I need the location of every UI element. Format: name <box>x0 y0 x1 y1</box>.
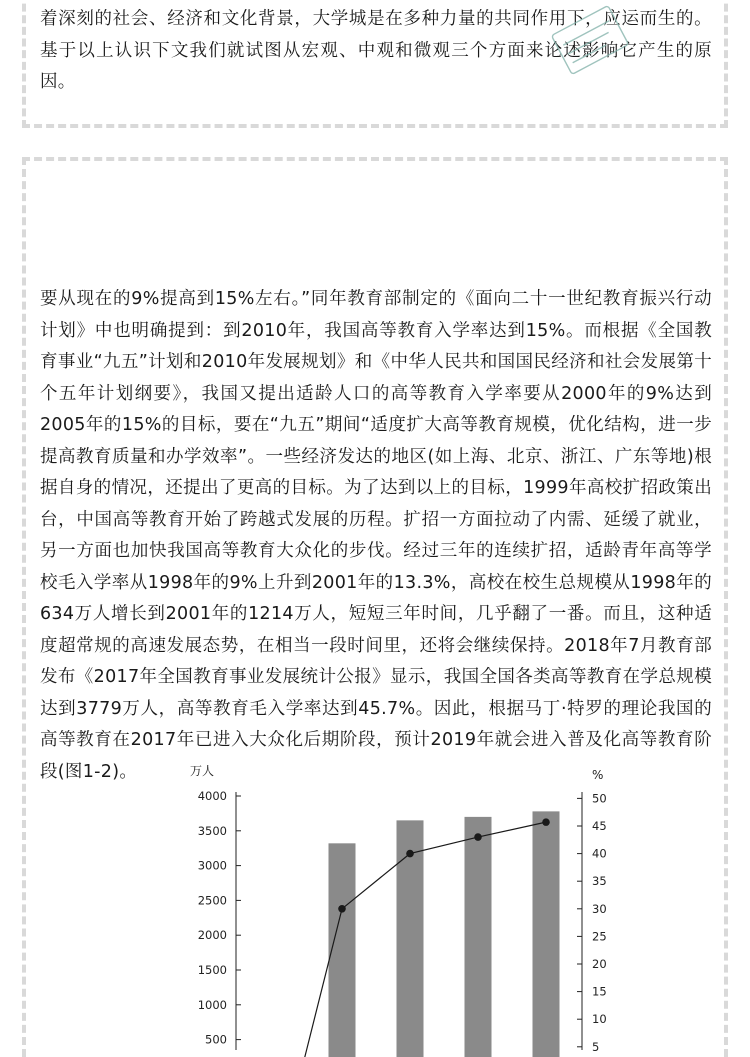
y-tick-left-label: 1500 <box>197 963 227 977</box>
y-tick-right-label: 20 <box>592 957 607 971</box>
rate-point <box>474 833 482 841</box>
y-tick-left-label: 4000 <box>197 789 227 803</box>
rate-point <box>338 905 346 913</box>
y-tick-left-label: 2500 <box>197 893 227 908</box>
paragraph-main: 要从现在的9%提高到15%左右。”同年教育部制定的《面向二十一世纪教育振兴行动计划》中也明确提到：到2010年，我国高等教育入学率达到15%。而根据《全国教育事业“九五”计划和2010年发展规划》和《中华人民共和国国民经济和社会发展第十个五年计划纲要》，我国又提出适龄人口的高等教育入学率要从2000年的9%达到2005年的15%的目标，要在“九五”期间“适度扩大高等教育规模，优化结构，进一步提高教育质量和办学效率”。一些经济发达的地区(如上海、北京、浙江、广东等地)根据自身的情况，还提出了更高的目标。为了达到以上的目标，1999年高校扩招政策出台，中国高等教育开始了跨越式发展的历程。扩招一方面拉动了内需、延缓了就业，另一方面也加快我国高等教育大众化的步伐。经过三年的连续扩招，适龄青年高等学校毛入学率从1998年的9%上升到2001年的13.3%，高校在校生总规模从1998年的634万人增长到2001年的1214万人，短短三年时间，几乎翻了一番。而且，这种适度超常规的高速发展态势，在相当一段时间里，还将会继续保持。2018年7月教育部发布《2017年全国教育事业发展统计公报》显示，我国全国各类高等教育在学总规模达到3779万人，高等教育毛入学率达到45.7%。因此，根据马丁·特罗的理论我国的高等教育在2017年已进入大众化后期阶段，预计2019年就会进入普及化高等教育阶段(图1-2)。 <box>40 289 712 782</box>
y-tick-left-label: 2000 <box>197 928 227 943</box>
rate-point <box>542 818 550 826</box>
y-tick-right-label: 10 <box>592 1012 607 1027</box>
y-tick-left-label: 500 <box>205 1032 227 1047</box>
y-tick-right-label: 30 <box>592 901 607 916</box>
y-tick-right-label: 15 <box>592 984 607 999</box>
y-ticks-right <box>577 791 607 1053</box>
y-tick-right-label: 5 <box>592 1039 600 1054</box>
bar <box>465 817 492 1057</box>
bar <box>329 843 356 1057</box>
paragraph-top: 着深刻的社会、经济和文化背景，大学城是在多种力量的共同作用下，应运而生的。基于以上认识下文我们就试图从宏观、中观和微观三个方面来论述影响它产生的原因。 <box>40 9 712 92</box>
bars-group <box>329 811 560 1057</box>
y-tick-right-label: 40 <box>592 846 607 861</box>
y-tick-right-label: 45 <box>592 819 607 833</box>
y-left-unit: 万人 <box>190 764 215 778</box>
rate-point <box>406 850 414 858</box>
y-tick-left-label: 3500 <box>197 823 227 838</box>
enrollment-chart <box>0 760 750 1054</box>
y-tick-left-label: 3000 <box>197 858 227 873</box>
y-tick-right-label: 50 <box>592 791 607 806</box>
bar <box>533 811 560 1057</box>
y-tick-right-label: 35 <box>592 874 607 889</box>
y-ticks-left <box>198 789 241 1047</box>
y-right-unit: % <box>592 768 604 782</box>
y-tick-left-label: 1000 <box>197 997 227 1012</box>
y-tick-right-label: 25 <box>592 929 607 944</box>
